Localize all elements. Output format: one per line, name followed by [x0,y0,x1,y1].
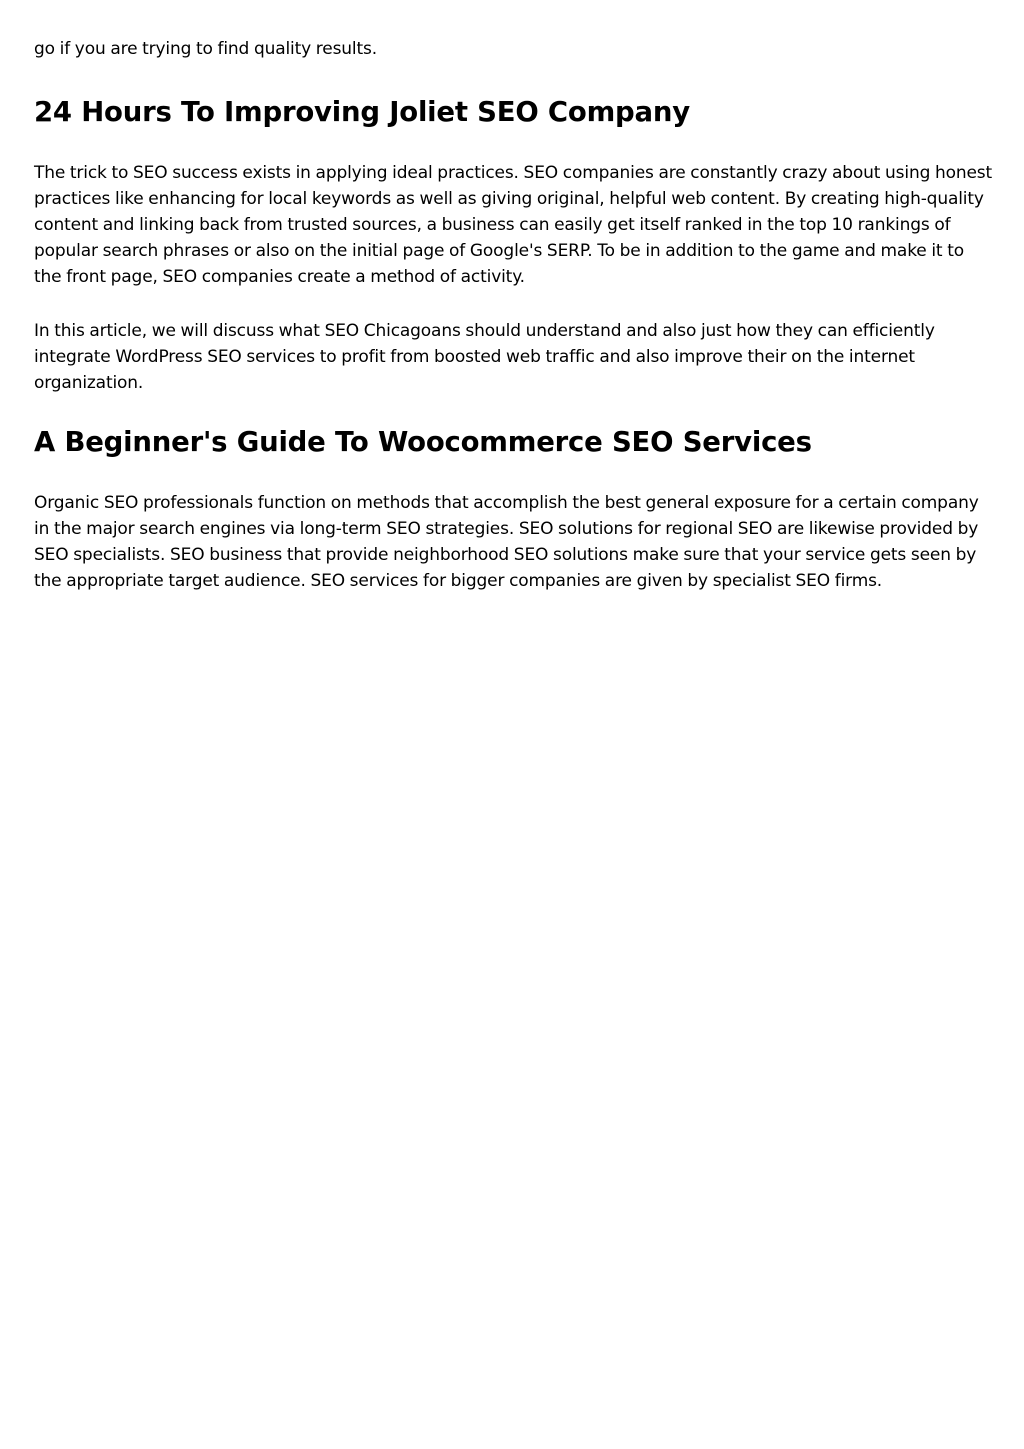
body-paragraph: In this article, we will discuss what SEO Chicagoans should understand and also just how they can efficiently integrate WordPress SEO services to profit from boosted web traffic and also improve their on the internet organization. [34,321,935,393]
section-heading-joliet-seo: 24 Hours To Improving Joliet SEO Company [34,96,690,128]
body-paragraph: The trick to SEO success exists in applying ideal practices. SEO companies are constantly crazy about using honest practices like enhancing for local keywords as well as giving original, helpful web content. By creating high-quality content and linking back from trusted sources, a business can easily get itself ranked in the top 10 rankings of popular search phrases or also on the initial page of Google's SERP. To be in addition to the game and make it to the front page, SEO companies create a method of activity. [34,163,992,287]
intro-paragraph: go if you are trying to find quality results. [34,39,377,59]
body-paragraph: Organic SEO professionals function on methods that accomplish the best general exposure for a certain company in the major search engines via long-term SEO strategies. SEO solutions for regional SEO are likewise provided by SEO specialists. SEO business that provide neighborhood SEO solutions make sure that your service gets seen by the appropriate target audience. SEO services for bigger companies are given by specialist SEO firms. [34,493,979,591]
section-heading-woocommerce-seo: A Beginner's Guide To Woocommerce SEO Services [34,426,812,458]
document-page [34,36,994,594]
